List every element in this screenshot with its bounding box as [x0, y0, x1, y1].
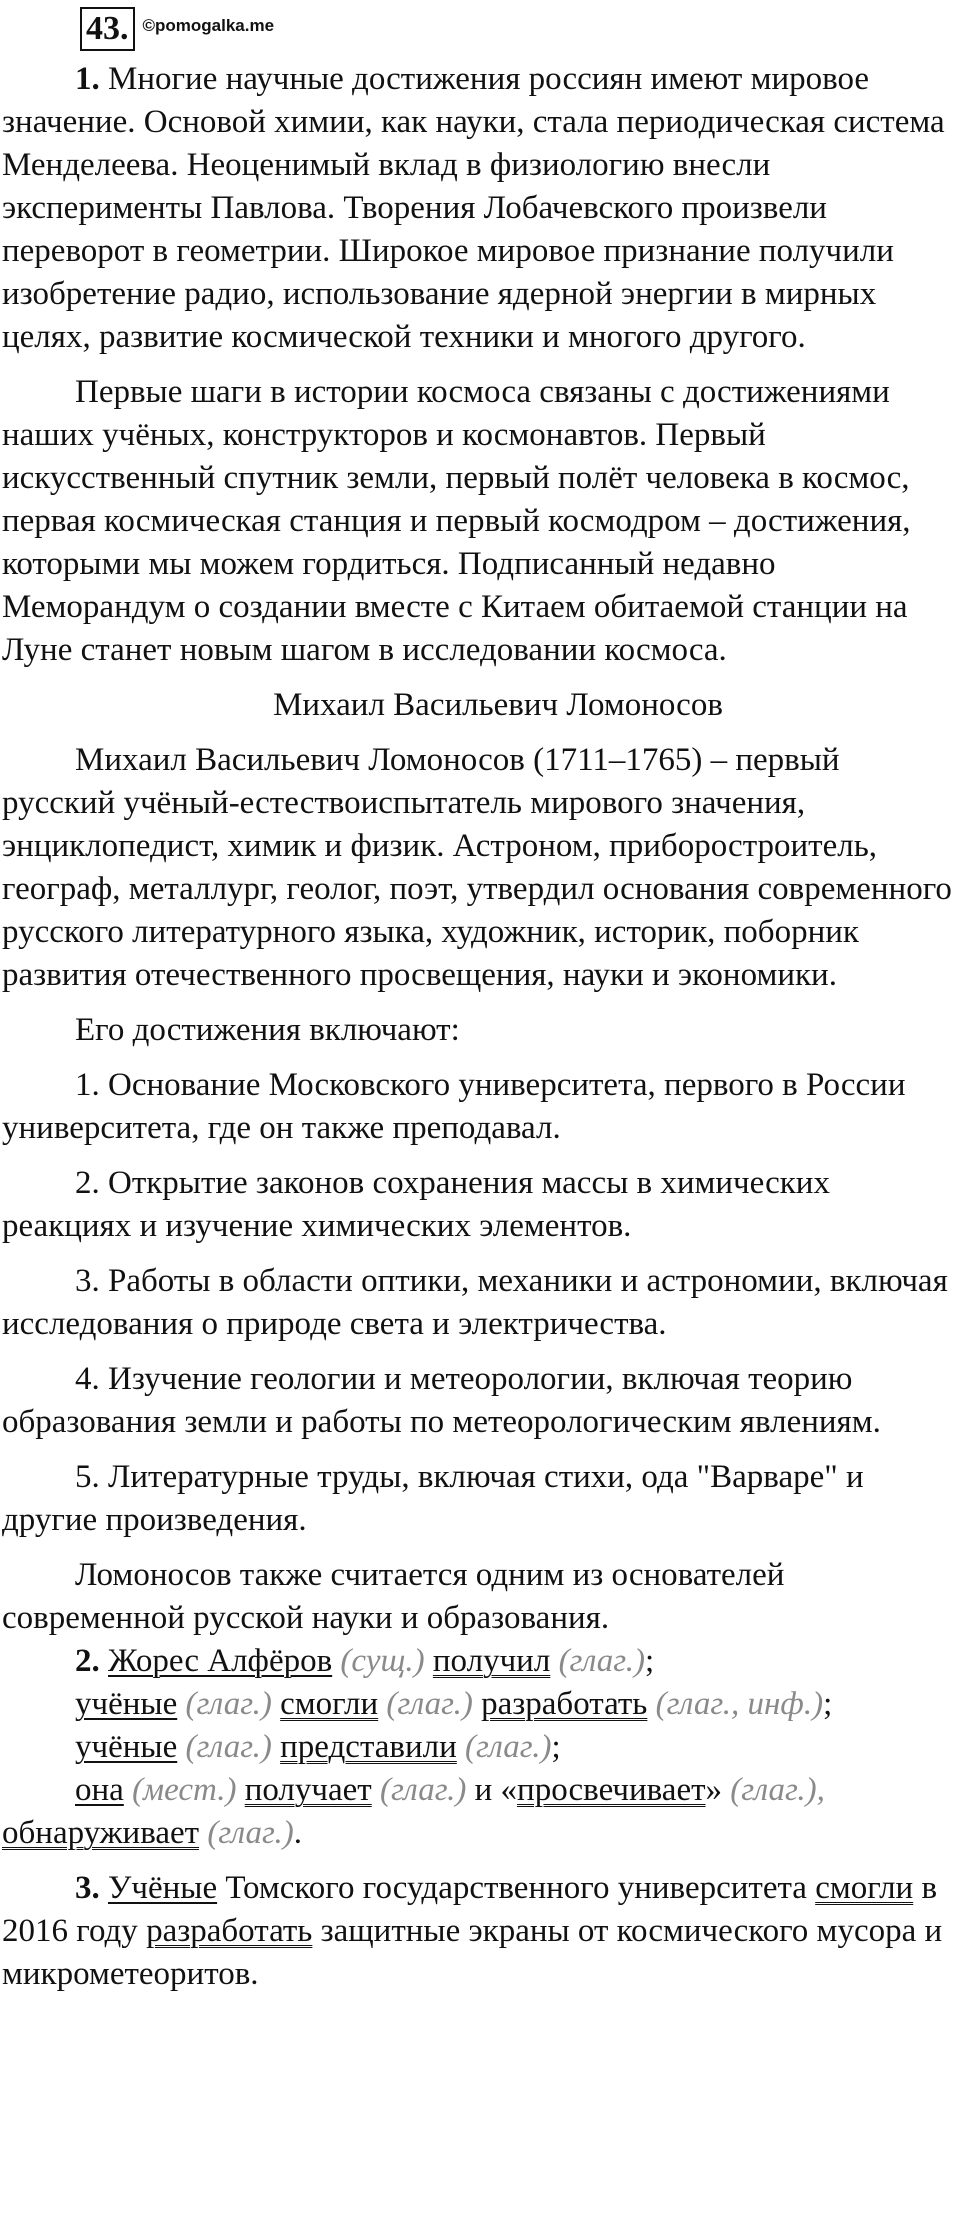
list-item: 1. Основание Московского университета, первого в России университета, где он также преподавал. [2, 1067, 906, 1146]
task1-para1-text: Многие научные достижения россиян имеют мировое значение. Основой химии, как науки, стала периодическая система Менделеева. Неоценимый вклад в физиологию внесли эксперименты Павлова. Творения Лобачевского произвели переворот в геометрии. Широкое мировое признание получили изобретение радио, использование ядерной энергии в мирных целях, развитие космической техники и многого другого. [2, 61, 945, 355]
predicate-word: обнаруживает [2, 1815, 200, 1851]
conjunction: и « [474, 1772, 518, 1808]
punctuation: ; [644, 1643, 655, 1679]
punctuation: ; [823, 1686, 833, 1722]
part-of-speech-note: (глаг.) [207, 1815, 294, 1851]
text-segment: защитные экраны от космического мусора и микрометеоритов. [2, 1913, 943, 1992]
predicate-word: разработать [146, 1913, 313, 1949]
task3-number: 3. [75, 1870, 100, 1906]
document-body [2, 58, 954, 1996]
task2-line4 [2, 1769, 954, 1855]
predicate-word: представили [280, 1729, 457, 1765]
text-title: Михаил Васильевич Ломоносов [273, 687, 723, 723]
part-of-speech-note: (мест.) [132, 1772, 237, 1808]
task3-sentence [2, 1867, 954, 1996]
predicate-word: смогли [280, 1686, 379, 1722]
part-of-speech-note: (глаг.), [730, 1772, 825, 1808]
punctuation: ; [551, 1729, 561, 1765]
task2-line3 [2, 1726, 954, 1769]
task1-para2: Первые шаги в истории космоса связаны с достижениями наших учёных, конструкторов и космонавтов. Первый искусственный спутник земли, первый полёт человека в космос, первая космическая станция и первый космодром – достижения, которыми мы можем гордиться. Подписанный недавно Меморандум о создании вместе с Китаем обитаемой станции на Луне станет новым шагом в исследовании космоса. [2, 374, 911, 668]
predicate-word: разработать [481, 1686, 648, 1722]
text-segment: Томского государственного университета [225, 1870, 807, 1906]
subject-word: Учёные [108, 1870, 218, 1906]
part-of-speech-note: (сущ.) [340, 1643, 425, 1679]
exercise-number: 43. [80, 7, 135, 51]
predicate-word: получает [244, 1772, 372, 1808]
part-of-speech-note: (глаг.) [558, 1643, 645, 1679]
subject-word: Жорес Алфёров [108, 1643, 333, 1679]
subject-word: учёные [75, 1729, 178, 1765]
list-item: 5. Литературные труды, включая стихи, ода "Варваре" и другие произведения. [2, 1459, 864, 1538]
header [80, 5, 274, 51]
list-item: 2. Открытие законов сохранения массы в химических реакциях и изучение химических элементов. [2, 1165, 830, 1244]
task1-number: 1. [75, 61, 100, 97]
task2-line1 [2, 1640, 954, 1683]
predicate-word: получил [432, 1643, 551, 1679]
predicate-word: смогли [815, 1870, 914, 1906]
task1-para4: Его достижения включают: [75, 1012, 460, 1048]
part-of-speech-note: (глаг.) [185, 1686, 272, 1722]
watermark: ©pomogalka.me [142, 16, 275, 35]
part-of-speech-note: (глаг., инф.) [655, 1686, 824, 1722]
task2-number: 2. [75, 1643, 100, 1679]
text-segment: в 2016 году [2, 1870, 938, 1949]
subject-word: учёные [75, 1686, 178, 1722]
list-item: 4. Изучение геологии и метеорологии, включая теорию образования земли и работы по метеорологическим явлениям. [2, 1361, 881, 1440]
predicate-word: просвечивает [517, 1772, 706, 1808]
quote-close: » [705, 1772, 723, 1808]
part-of-speech-note: (глаг.) [465, 1729, 552, 1765]
list-item: 3. Работы в области оптики, механики и астрономии, включая исследования о природе света и электричества. [2, 1263, 948, 1342]
punctuation: . [293, 1815, 302, 1851]
part-of-speech-note: (глаг.) [386, 1686, 473, 1722]
task1-para1 [2, 58, 954, 359]
task2-line2 [2, 1683, 954, 1726]
part-of-speech-note: (глаг.) [185, 1729, 272, 1765]
task1-para3: Михаил Васильевич Ломоносов (1711–1765) – первый русский учёный-естествоиспытатель мирового значения, энциклопедист, химик и физик. Астроном, приборостроитель, географ, металлург, геолог, поэт, утвердил основания современного русского литературного языка, художник, историк, поборник развития отечественного просвещения, науки и экономики. [2, 742, 952, 993]
subject-word: она [75, 1772, 124, 1808]
task1-para5: Ломоносов также считается одним из основателей современной русской науки и образования. [2, 1557, 785, 1636]
part-of-speech-note: (глаг.) [379, 1772, 467, 1808]
